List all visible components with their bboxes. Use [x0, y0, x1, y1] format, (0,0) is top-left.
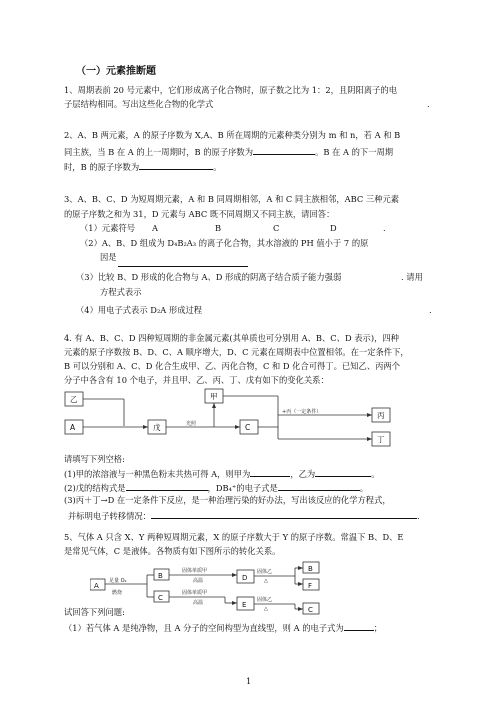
q3-sub1-b: B [215, 223, 222, 233]
q2-line2: 同主族，当 B 在 A 的上一周期时，B 的原子序数为 。B 在 A 的下一周期 [64, 147, 394, 157]
q3-sub1-c: C [273, 223, 280, 233]
q4-label-a: A [70, 423, 76, 432]
q5-label-f: F [308, 582, 313, 590]
q3-sub1-a: A [152, 223, 158, 233]
q4-a2-blank-1[interactable] [126, 481, 208, 491]
q2-blank-1[interactable] [253, 145, 315, 155]
q3-sub3-b: . 请用 [401, 272, 423, 282]
q4-reaction-diagram [64, 388, 434, 450]
q5-line1: 5、气体 A 只含 X、Y 两种短周期元素，X 的原子序数大于 Y 的原子序数。常温下 B、D、E [64, 532, 404, 542]
page-number: 1 [246, 676, 252, 686]
q4-label-plus-bing: +丙（一定条件） [282, 409, 322, 415]
q3-line1: 3、A、B、C、D 为短周期元素，A 和 B 同周期相邻，A 和 C 同主族相邻，ABC 三种元素 [64, 194, 400, 204]
q5-label-b: B [158, 572, 163, 580]
q5-label-cat2: 固体单质甲 [182, 590, 208, 596]
q4-a3b: 并标明电子转移情况： . [68, 511, 420, 521]
q5-label-tri1: △ [264, 578, 268, 584]
q5-label-burn: 燃烧 [112, 590, 123, 596]
q2-blank-2[interactable] [139, 160, 213, 170]
section-title: （一）元素推断题 [76, 66, 156, 77]
q5-label-cat1: 固体单质甲 [182, 568, 208, 574]
q3-sub1-label: （1）元素符号 [80, 223, 136, 233]
q3-sub3-a: （3）比较 B、D 形成的化合物与 A、D 形成的阴离子结合质子能力强弱 [76, 272, 342, 282]
q5-label-yi2: 固体乙 [257, 597, 273, 603]
q4-label-light: 光照 [186, 421, 197, 427]
q3-sub3-c: 方程式表示 [100, 287, 142, 297]
q4-a1-blank-1[interactable] [250, 467, 290, 477]
q5-label-o2: 足量 O₂ [109, 578, 127, 584]
q4-a1-blank-2[interactable] [315, 467, 371, 477]
q4-line4: 分子中各含有 10 个电子，并且甲、乙、丙、丁、戊有如下的变化关系： [64, 375, 329, 385]
q5-sub1: （1）若气体 A 是纯净物，且 A 分子的空间构型为直线型，则 A 的电子式为 ； [64, 623, 383, 633]
q4-a2-blank-2[interactable] [278, 481, 360, 491]
q5-line2: 是常见气体，C 是液体。各物质有如下图所示的转化关系。 [64, 546, 281, 556]
q5-sub1-blank[interactable] [344, 621, 374, 631]
q1-end: . [427, 99, 430, 109]
q4-a3: (3)丙＋丁→D 在一定条件下反应，是一种治理污染的好办法，写出该反应的化学方程式， [64, 495, 391, 505]
q5-label-tri2: △ [264, 606, 268, 612]
q4-a2: (2)戊的结构式是 ，DB₄⁺的电子式是 。 [64, 483, 369, 493]
q4-line2: 元素的原子序数按 B、D、C、A 顺序增大，D、C 元素在周期表中位置相邻。在一定条件下， [64, 347, 409, 357]
q4-line3: B 可以分别和 A、C、D 化合生成甲、乙、丙化合物，C 和 D 化合可得丁。已知乙、丙两个 [64, 361, 401, 371]
q4-label-bing: 丙 [377, 411, 385, 420]
q3-sub1-end: . [383, 223, 386, 233]
q4-label-yi: 乙 [70, 395, 78, 404]
q5-ask: 试回答下列问题: [64, 607, 125, 617]
q2-line3: 时，B 的原子序数为 。 [64, 162, 222, 172]
q5-label-c2: C [308, 606, 313, 614]
q5-label-d: D [242, 574, 248, 582]
q4-fill-prompt: 请填写下列空格: [64, 454, 125, 464]
q4-label-ding: 丁 [377, 435, 385, 444]
q1-line1: 1、周期表前 20 号元素中，它们形成离子化合物时，原子数之比为 1：2，且阴阳离子的电 [64, 85, 397, 95]
q5-label-e: E [242, 601, 247, 609]
q3-sub2-b: 因是 [100, 252, 117, 262]
q4-label-wu: 戊 [153, 423, 161, 432]
q5-label-yi1: 固体乙 [257, 569, 273, 575]
q3-line2: 的原子序数之和为 31，D 元素与 ABC 既不同周期又不同主族，请回答： [64, 209, 335, 219]
q5-label-a: A [94, 582, 99, 590]
q3-sub4-end: . [429, 305, 432, 315]
q5-label-high2: 高温 [193, 600, 204, 606]
q5-label-high1: 高温 [193, 578, 204, 584]
q4-line1: 4. 有 A、B、C、D 四种短周期的非金属元素(其单质也可分别用 A、B、C、D 表示)，四种 [64, 333, 399, 343]
q5-label-b2: B [308, 565, 313, 573]
q5-reaction-diagram [90, 561, 335, 616]
q1-line2: 子层结构相同。写出这些化合物的化学式 [64, 99, 214, 109]
q4-a3-blank[interactable] [151, 509, 417, 519]
q2-line1: 2、A、B 两元素，A 的原子序数为 X,A、B 所在周期的元素种类分别为 m 和 n，若 A 和 B [64, 130, 401, 140]
q4-a1: (1)甲的浓溶液与一种黑色粉末共热可得 A，则甲为 ，乙为 。 [64, 469, 380, 479]
q5-label-c: C [158, 594, 163, 602]
q3-sub4: （4）用电子式表示 D₂A 形成过程 [76, 305, 203, 315]
q4-label-jia: 甲 [210, 392, 218, 401]
q4-label-c: C [245, 423, 251, 432]
q3-sub1-d: D [330, 223, 337, 233]
q3-sub2-a: （2）A、B、D 组成为 D₄B₂A₃ 的离子化合物，其水溶液的 PH 值小于 7 的原 [80, 238, 369, 248]
q3-sub2-blank[interactable] [118, 266, 248, 267]
